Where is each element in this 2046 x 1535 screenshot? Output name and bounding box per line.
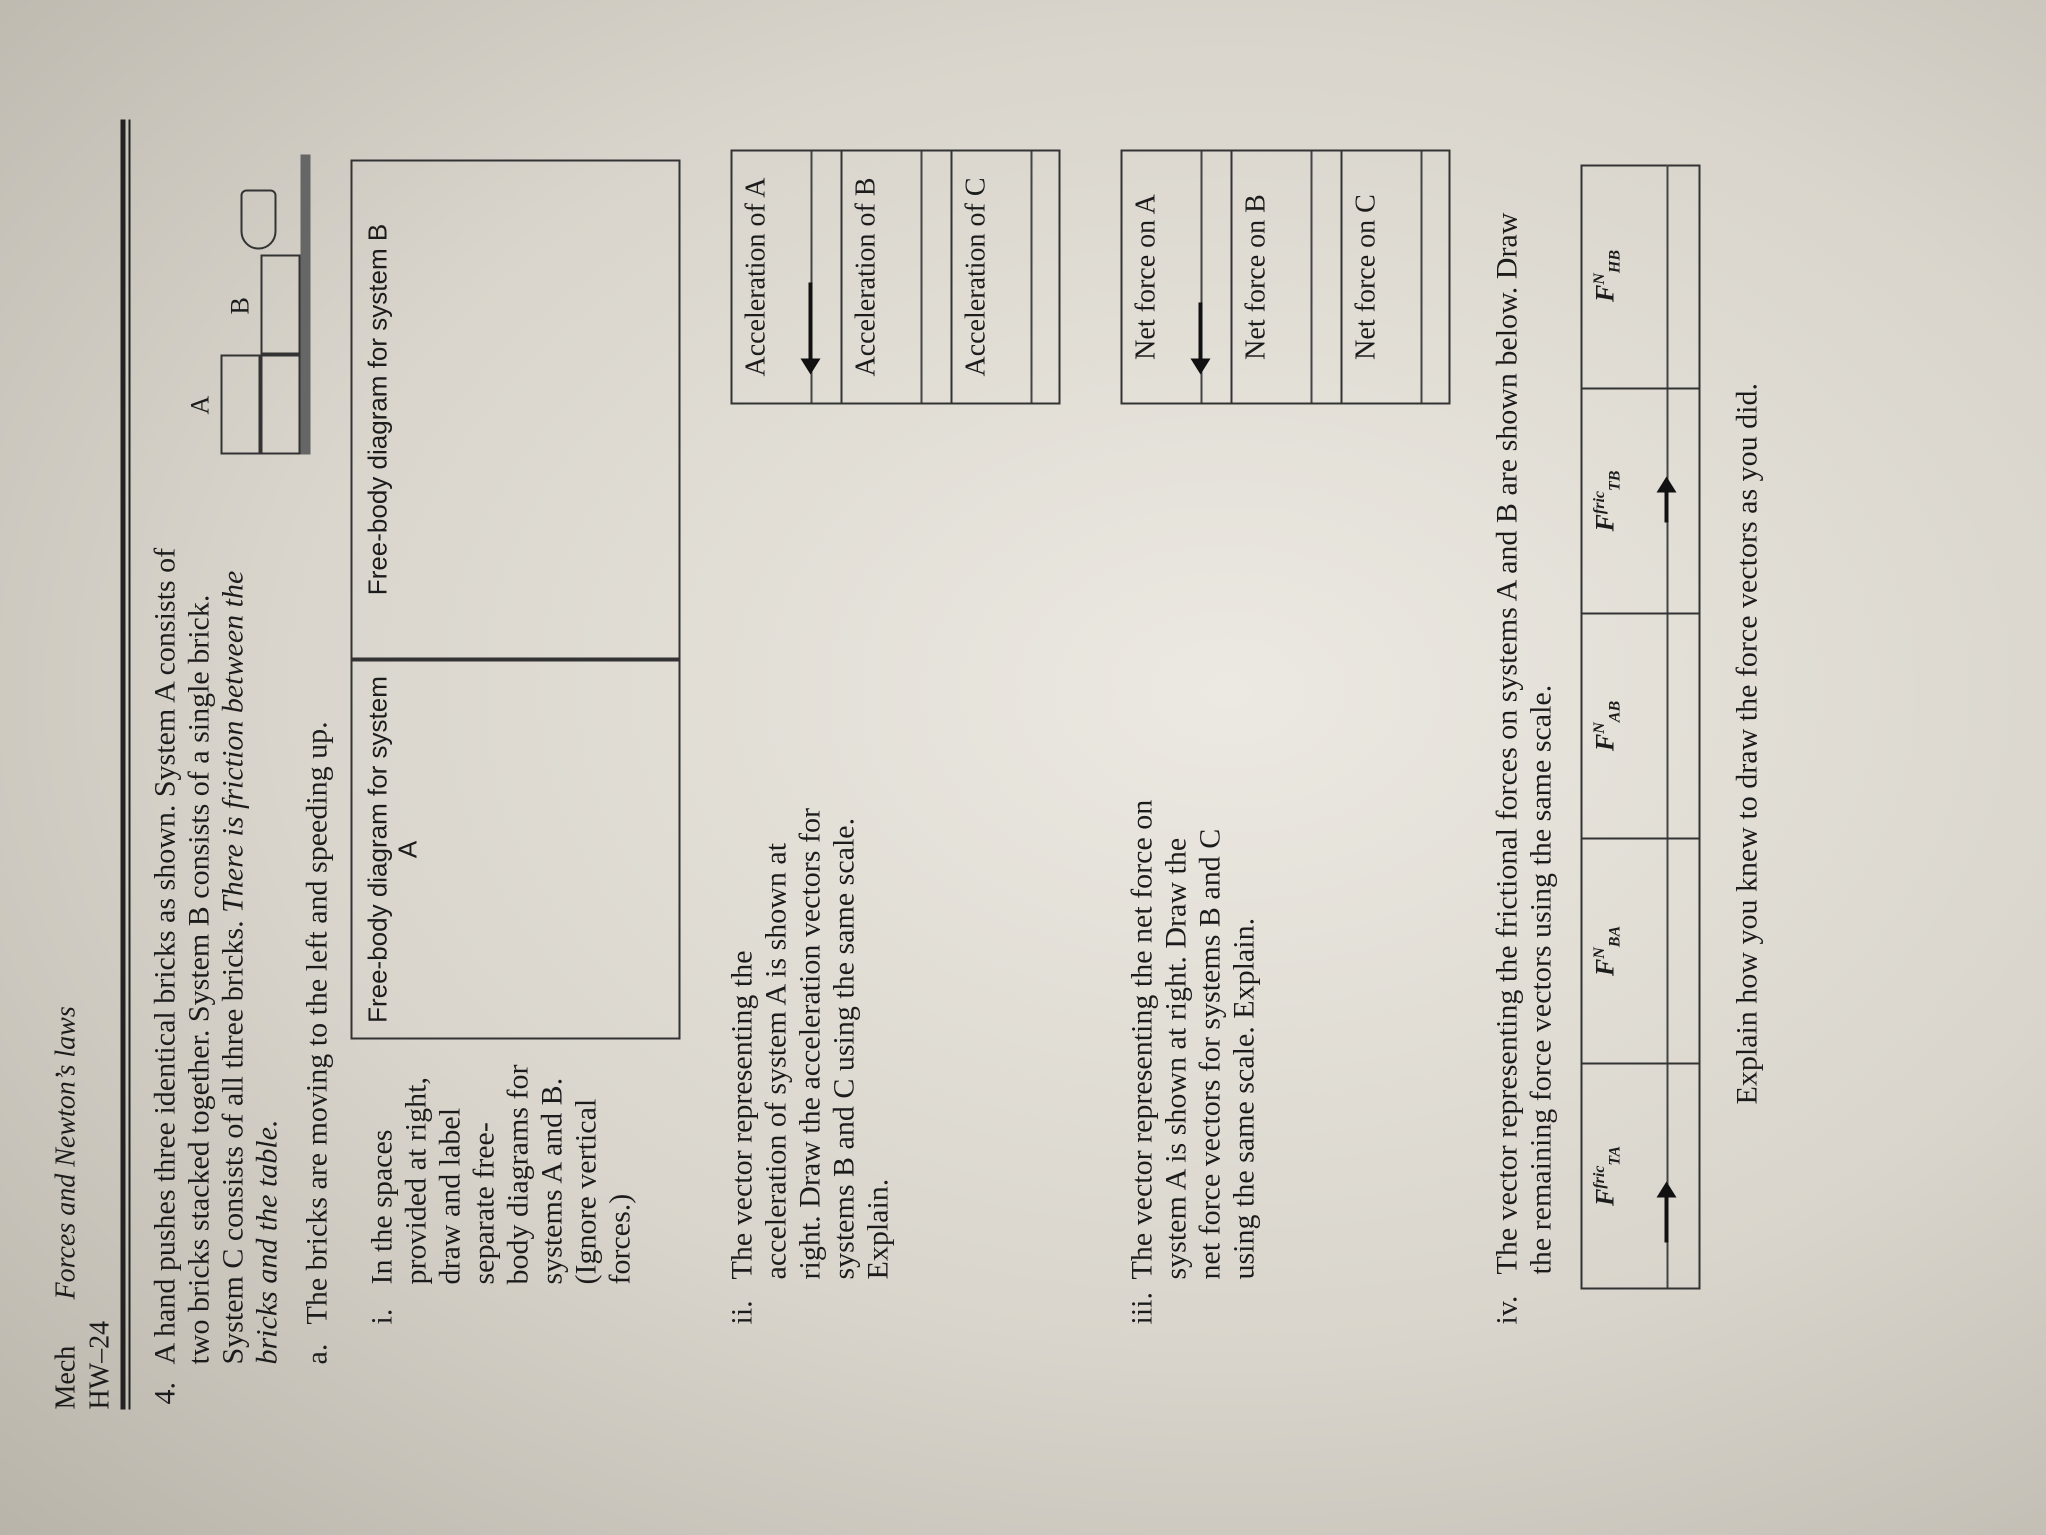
force-col-fric-ta[interactable] xyxy=(1583,1063,1699,1288)
force-fric-tb-label: $F^{fric}_{TB}$ xyxy=(1590,470,1624,532)
part-ii-label: ii. xyxy=(725,1300,759,1325)
part-a-text: The bricks are moving to the left and speeding up. xyxy=(300,721,334,1325)
fbd-system-b[interactable] xyxy=(351,160,681,660)
arrow-left-icon xyxy=(1191,359,1211,375)
accel-row-b[interactable] xyxy=(843,152,953,403)
force-n-ab-label: $F^N_{AB}$ xyxy=(1590,700,1624,752)
problem-number: 4. xyxy=(148,1382,182,1405)
fric-ta-vector xyxy=(1665,1198,1669,1243)
accel-b-label: Acceleration of B xyxy=(850,177,882,377)
accel-a-vector xyxy=(809,283,813,363)
accel-a-label: Acceleration of A xyxy=(740,177,772,377)
net-force-table xyxy=(1121,150,1451,405)
problem-italic: There is friction between the bricks and the table. xyxy=(216,570,284,1365)
arrow-left-icon xyxy=(801,359,821,375)
bricks-figure xyxy=(141,95,331,455)
hand-icon xyxy=(241,190,277,250)
part-iv-label: iv. xyxy=(1490,1295,1524,1325)
net-row-a[interactable] xyxy=(1123,152,1233,403)
force-col-n-ab[interactable] xyxy=(1583,613,1699,838)
grid-line xyxy=(1667,165,1669,388)
net-a-vector xyxy=(1199,303,1203,363)
grid-line xyxy=(921,152,923,403)
page-title: Forces and Newton’s laws xyxy=(50,1006,82,1300)
force-col-n-ba[interactable] xyxy=(1583,838,1699,1063)
fbd-system-a[interactable] xyxy=(351,660,681,1040)
net-b-label: Net force on B xyxy=(1240,194,1272,360)
part-a-label: a. xyxy=(300,1343,334,1365)
worksheet-page xyxy=(1,0,2046,1535)
grid-line xyxy=(1667,615,1669,838)
part-iii-text: The vector representing the net force on system A is shown at right. Draw the net force vectors for systems B and C using the same scale. Explain. xyxy=(1125,799,1261,1280)
label-a: A xyxy=(185,395,215,415)
grid-line xyxy=(1031,152,1033,403)
force-vector-table xyxy=(1581,165,1701,1290)
grid-line xyxy=(1311,152,1313,403)
brick-b xyxy=(261,255,301,355)
header-rule-thin xyxy=(129,120,131,1410)
net-row-b[interactable] xyxy=(1233,152,1343,403)
header-rule xyxy=(121,120,126,1410)
acceleration-table xyxy=(731,150,1061,405)
part-iv-text: The vector representing the frictional forces on systems A and B are shown below. Draw the remaining force vectors using the same scale. xyxy=(1490,212,1558,1275)
grid-line xyxy=(1667,1065,1669,1288)
hw-label: HW–24 xyxy=(84,1320,116,1410)
part-i-label: i. xyxy=(365,1308,399,1325)
arrow-right-icon xyxy=(1657,1182,1677,1198)
part-iii-label: iii. xyxy=(1125,1291,1159,1325)
fbd-b-label: Free-body diagram for system B xyxy=(362,223,393,596)
force-n-hb-label: $F^N_{HB}$ xyxy=(1590,249,1624,303)
accel-row-c[interactable] xyxy=(953,152,1061,403)
force-col-n-hb[interactable] xyxy=(1583,165,1699,388)
part-ii-text: The vector representing the acceleration of system A is shown at right. Draw the acceleration vectors for systems B and C using the same scale. Explain. xyxy=(725,808,895,1280)
label-b: B xyxy=(225,297,255,315)
course-label: Mech xyxy=(50,1345,82,1410)
problem-text xyxy=(149,505,285,1365)
force-n-ba-label: $F^N_{BA}$ xyxy=(1590,925,1624,977)
grid-line xyxy=(1667,840,1669,1063)
part-i-text: In the spaces provided at right, draw and label separate free-body diagrams for systems A and B. (Ignore vertical forces.) xyxy=(365,1064,637,1285)
table-surface xyxy=(301,155,311,455)
brick-a-top xyxy=(221,355,261,455)
brick-a-bottom xyxy=(261,355,301,455)
accel-row-a[interactable] xyxy=(733,152,843,403)
fbd-a-label: Free-body diagram for system A xyxy=(362,676,423,1023)
explain-prompt: Explain how you knew to draw the force vectors as you did. xyxy=(1730,383,1764,1105)
net-row-c[interactable] xyxy=(1343,152,1451,403)
accel-c-label: Acceleration of C xyxy=(960,177,992,377)
net-a-label: Net force on A xyxy=(1130,194,1162,360)
net-c-label: Net force on C xyxy=(1350,194,1382,360)
arrow-right-icon xyxy=(1657,477,1677,493)
force-col-fric-tb[interactable] xyxy=(1583,388,1699,613)
problem-body: A hand pushes three identical bricks as shown. System A consists of two bricks stacked together. System B consists of a single brick. System C consists of all three bricks. xyxy=(148,547,250,1365)
force-fric-ta-label: $F^{fric}_{TA}$ xyxy=(1590,1146,1624,1207)
grid-line xyxy=(1421,152,1423,403)
fric-tb-vector xyxy=(1665,493,1669,523)
